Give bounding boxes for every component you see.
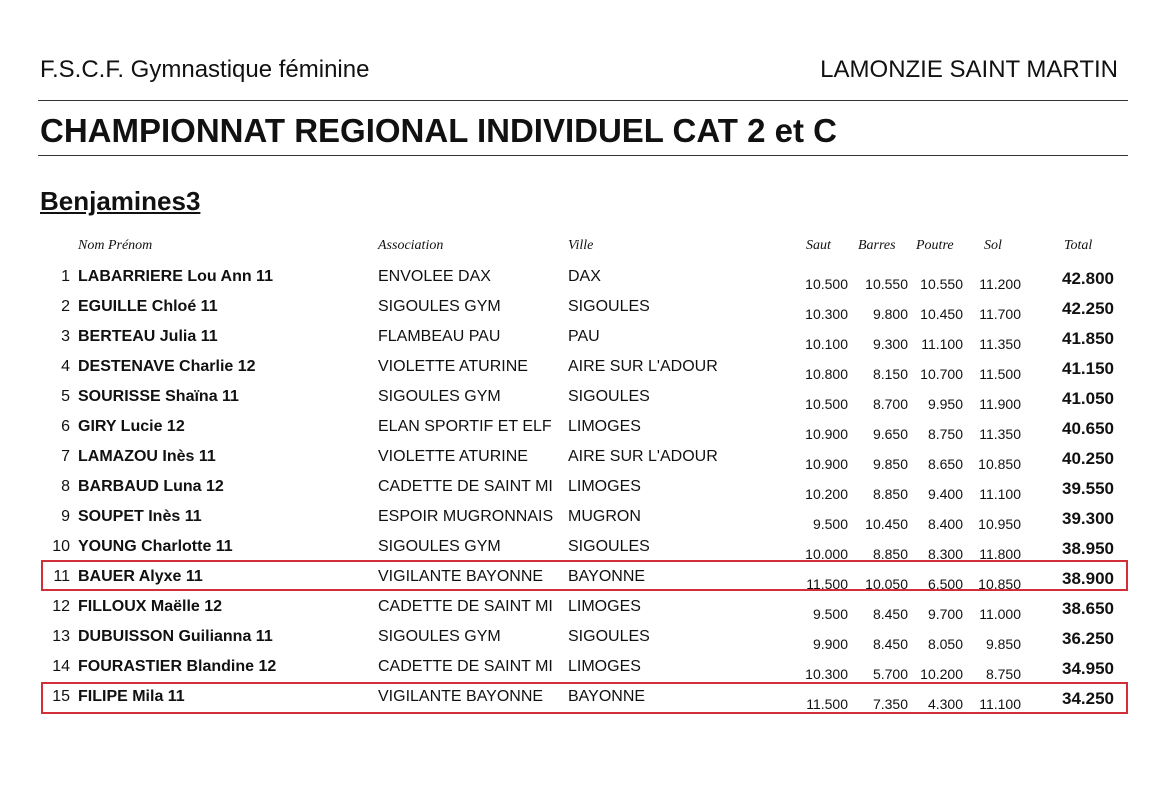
cell-name: BARBAUD Luna 12: [78, 478, 224, 495]
cell-poutre: 10.450: [920, 306, 963, 322]
cell-rank: 10: [52, 538, 70, 555]
cell-ville: DAX: [568, 268, 601, 285]
column-header-poutre: Poutre: [916, 238, 954, 253]
cell-sol: 11.000: [979, 606, 1021, 622]
cell-association: SIGOULES GYM: [378, 388, 501, 405]
cell-poutre: 9.950: [927, 396, 963, 412]
cell-sol: 11.500: [979, 366, 1021, 382]
cell-rank: 9: [61, 508, 70, 525]
cell-barres: 8.850: [872, 486, 908, 502]
cell-sol: 11.800: [979, 546, 1021, 562]
cell-association: ESPOIR MUGRONNAIS: [378, 508, 554, 525]
table-row: [0, 294, 1158, 324]
cell-association: CADETTE DE SAINT MI: [378, 658, 553, 675]
cell-poutre: 11.100: [921, 336, 963, 352]
table-row: [0, 504, 1158, 534]
cell-sol: 11.350: [979, 336, 1021, 352]
cell-barres: 9.300: [872, 336, 908, 352]
cell-association: VIOLETTE ATURINE: [378, 448, 528, 465]
cell-name: BERTEAU Julia 11: [78, 328, 218, 345]
cell-poutre: 8.050: [927, 636, 963, 652]
header-federation: F.S.C.F. Gymnastique féminine: [40, 56, 370, 83]
cell-total: 34.250: [1062, 689, 1114, 708]
cell-ville: BAYONNE: [568, 568, 646, 585]
cell-sol: 11.350: [979, 426, 1021, 442]
cell-sol: 11.900: [979, 396, 1021, 412]
cell-total: 36.250: [1062, 629, 1114, 648]
cell-ville: MUGRON: [568, 508, 641, 525]
cell-saut: 10.900: [805, 456, 848, 472]
cell-saut: 10.200: [805, 486, 848, 502]
cell-name: DESTENAVE Charlie 12: [78, 358, 256, 375]
cell-poutre: 8.300: [927, 546, 963, 562]
cell-association: VIGILANTE BAYONNE: [378, 568, 544, 585]
cell-saut: 10.000: [805, 546, 848, 562]
cell-ville: LIMOGES: [568, 598, 641, 615]
cell-total: 41.150: [1062, 359, 1114, 378]
cell-association: VIOLETTE ATURINE: [378, 358, 528, 375]
cell-barres: 8.700: [872, 396, 908, 412]
cell-barres: 9.650: [872, 426, 908, 442]
column-header-sol: Sol: [984, 238, 1002, 253]
title-rule: [38, 155, 1128, 156]
cell-ville: SIGOULES: [568, 538, 650, 555]
cell-association: CADETTE DE SAINT MI: [378, 598, 553, 615]
cell-ville: LIMOGES: [568, 478, 641, 495]
cell-ville: AIRE SUR L'ADOUR: [568, 358, 718, 375]
cell-sol: 11.700: [979, 306, 1021, 322]
cell-saut: 10.300: [805, 306, 848, 322]
cell-poutre: 8.750: [927, 426, 963, 442]
cell-rank: 15: [52, 688, 70, 705]
cell-poutre: 10.550: [920, 276, 963, 292]
cell-rank: 1: [61, 268, 70, 285]
cell-name: DUBUISSON Guilianna 11: [78, 628, 273, 645]
cell-sol: 10.850: [978, 576, 1021, 592]
header-location: LAMONZIE SAINT MARTIN: [820, 56, 1118, 83]
table-row: [0, 444, 1158, 474]
cell-saut: 9.500: [812, 606, 848, 622]
column-header-barres: Barres: [858, 238, 896, 253]
cell-total: 39.550: [1062, 479, 1114, 498]
cell-association: SIGOULES GYM: [378, 628, 501, 645]
cell-barres: 8.450: [872, 606, 908, 622]
table-row: [0, 264, 1158, 294]
table-row: [0, 474, 1158, 504]
table-row: [0, 414, 1158, 444]
cell-barres: 7.350: [872, 696, 908, 712]
category-title: Benjamines3: [40, 186, 201, 216]
cell-poutre: 6.500: [927, 576, 963, 592]
cell-association: ELAN SPORTIF ET ELF: [378, 418, 552, 435]
cell-barres: 5.700: [872, 666, 908, 682]
table-row: [0, 324, 1158, 354]
cell-barres: 8.450: [872, 636, 908, 652]
cell-rank: 13: [52, 628, 70, 645]
cell-poutre: 8.650: [927, 456, 963, 472]
cell-association: FLAMBEAU PAU: [378, 328, 501, 345]
column-header-name: Nom Prénom: [78, 238, 153, 253]
cell-total: 34.950: [1062, 659, 1114, 678]
column-header-saut: Saut: [806, 238, 831, 253]
cell-association: ENVOLEE DAX: [378, 268, 491, 285]
cell-total: 41.050: [1062, 389, 1114, 408]
cell-sol: 8.750: [985, 666, 1021, 682]
cell-sol: 11.200: [979, 276, 1021, 292]
cell-saut: 9.500: [812, 516, 848, 532]
cell-total: 40.250: [1062, 449, 1114, 468]
cell-saut: 11.500: [806, 576, 848, 592]
cell-name: GIRY Lucie 12: [78, 418, 185, 435]
cell-association: VIGILANTE BAYONNE: [378, 688, 544, 705]
cell-poutre: 9.400: [927, 486, 963, 502]
cell-association: CADETTE DE SAINT MI: [378, 478, 553, 495]
cell-saut: 10.800: [805, 366, 848, 382]
column-header-total: Total: [1064, 238, 1093, 253]
cell-name: LABARRIERE Lou Ann 11: [78, 268, 273, 285]
cell-name: BAUER Alyxe 11: [78, 568, 203, 585]
cell-name: EGUILLE Chloé 11: [78, 298, 218, 315]
header-rule: [38, 100, 1128, 101]
cell-sol: 10.850: [978, 456, 1021, 472]
column-header-ville: Ville: [568, 238, 594, 253]
cell-rank: 11: [53, 568, 70, 585]
cell-name: LAMAZOU Inès 11: [78, 448, 216, 465]
cell-sol: 11.100: [979, 696, 1021, 712]
cell-barres: 8.150: [872, 366, 908, 382]
cell-saut: 9.900: [812, 636, 848, 652]
cell-rank: 8: [61, 478, 70, 495]
cell-ville: LIMOGES: [568, 658, 641, 675]
column-header-association: Association: [378, 238, 444, 253]
cell-association: SIGOULES GYM: [378, 538, 501, 555]
cell-barres: 10.550: [865, 276, 908, 292]
cell-barres: 10.450: [865, 516, 908, 532]
cell-total: 42.250: [1062, 299, 1114, 318]
cell-ville: SIGOULES: [568, 298, 650, 315]
cell-poutre: 8.400: [927, 516, 963, 532]
cell-rank: 12: [52, 598, 70, 615]
cell-total: 42.800: [1062, 269, 1114, 288]
cell-ville: PAU: [568, 328, 600, 345]
cell-sol: 10.950: [978, 516, 1021, 532]
cell-rank: 4: [61, 358, 70, 375]
cell-name: SOUPET Inès 11: [78, 508, 202, 525]
cell-association: SIGOULES GYM: [378, 298, 501, 315]
cell-name: FILLOUX Maëlle 12: [78, 598, 223, 615]
cell-poutre: 9.700: [927, 606, 963, 622]
cell-name: FILIPE Mila 11: [78, 688, 185, 705]
cell-total: 41.850: [1062, 329, 1114, 348]
cell-ville: LIMOGES: [568, 418, 641, 435]
cell-rank: 5: [61, 388, 70, 405]
cell-poutre: 10.200: [920, 666, 963, 682]
cell-saut: 11.500: [806, 696, 848, 712]
cell-ville: SIGOULES: [568, 628, 650, 645]
cell-ville: SIGOULES: [568, 388, 650, 405]
cell-sol: 9.850: [985, 636, 1021, 652]
cell-rank: 6: [61, 418, 70, 435]
cell-rank: 2: [61, 298, 70, 315]
cell-name: SOURISSE Shaïna 11: [78, 388, 239, 405]
cell-total: 38.900: [1062, 569, 1114, 588]
table-row: [0, 654, 1158, 684]
cell-sol: 11.100: [979, 486, 1021, 502]
cell-rank: 14: [52, 658, 70, 675]
cell-total: 39.300: [1062, 509, 1114, 528]
cell-name: YOUNG Charlotte 11: [78, 538, 233, 555]
cell-barres: 9.800: [872, 306, 908, 322]
cell-saut: 10.900: [805, 426, 848, 442]
cell-rank: 7: [61, 448, 70, 465]
highlight-box-row-11: [41, 560, 1128, 591]
page-title: CHAMPIONNAT REGIONAL INDIVIDUEL CAT 2 et C: [40, 112, 837, 149]
cell-saut: 10.100: [805, 336, 848, 352]
cell-ville: AIRE SUR L'ADOUR: [568, 448, 718, 465]
highlight-box-row-15: [41, 682, 1128, 714]
cell-barres: 9.850: [872, 456, 908, 472]
table-row: [0, 624, 1158, 654]
table-row: [0, 354, 1158, 384]
cell-total: 40.650: [1062, 419, 1114, 438]
table-row: [0, 594, 1158, 624]
cell-total: 38.650: [1062, 599, 1114, 618]
table-row: [0, 384, 1158, 414]
cell-ville: BAYONNE: [568, 688, 646, 705]
cell-barres: 8.850: [872, 546, 908, 562]
cell-saut: 10.500: [805, 396, 848, 412]
cell-name: FOURASTIER Blandine 12: [78, 658, 277, 675]
cell-barres: 10.050: [865, 576, 908, 592]
cell-rank: 3: [61, 328, 70, 345]
cell-poutre: 10.700: [920, 366, 963, 382]
cell-saut: 10.300: [805, 666, 848, 682]
cell-saut: 10.500: [805, 276, 848, 292]
cell-poutre: 4.300: [927, 696, 963, 712]
cell-total: 38.950: [1062, 539, 1114, 558]
